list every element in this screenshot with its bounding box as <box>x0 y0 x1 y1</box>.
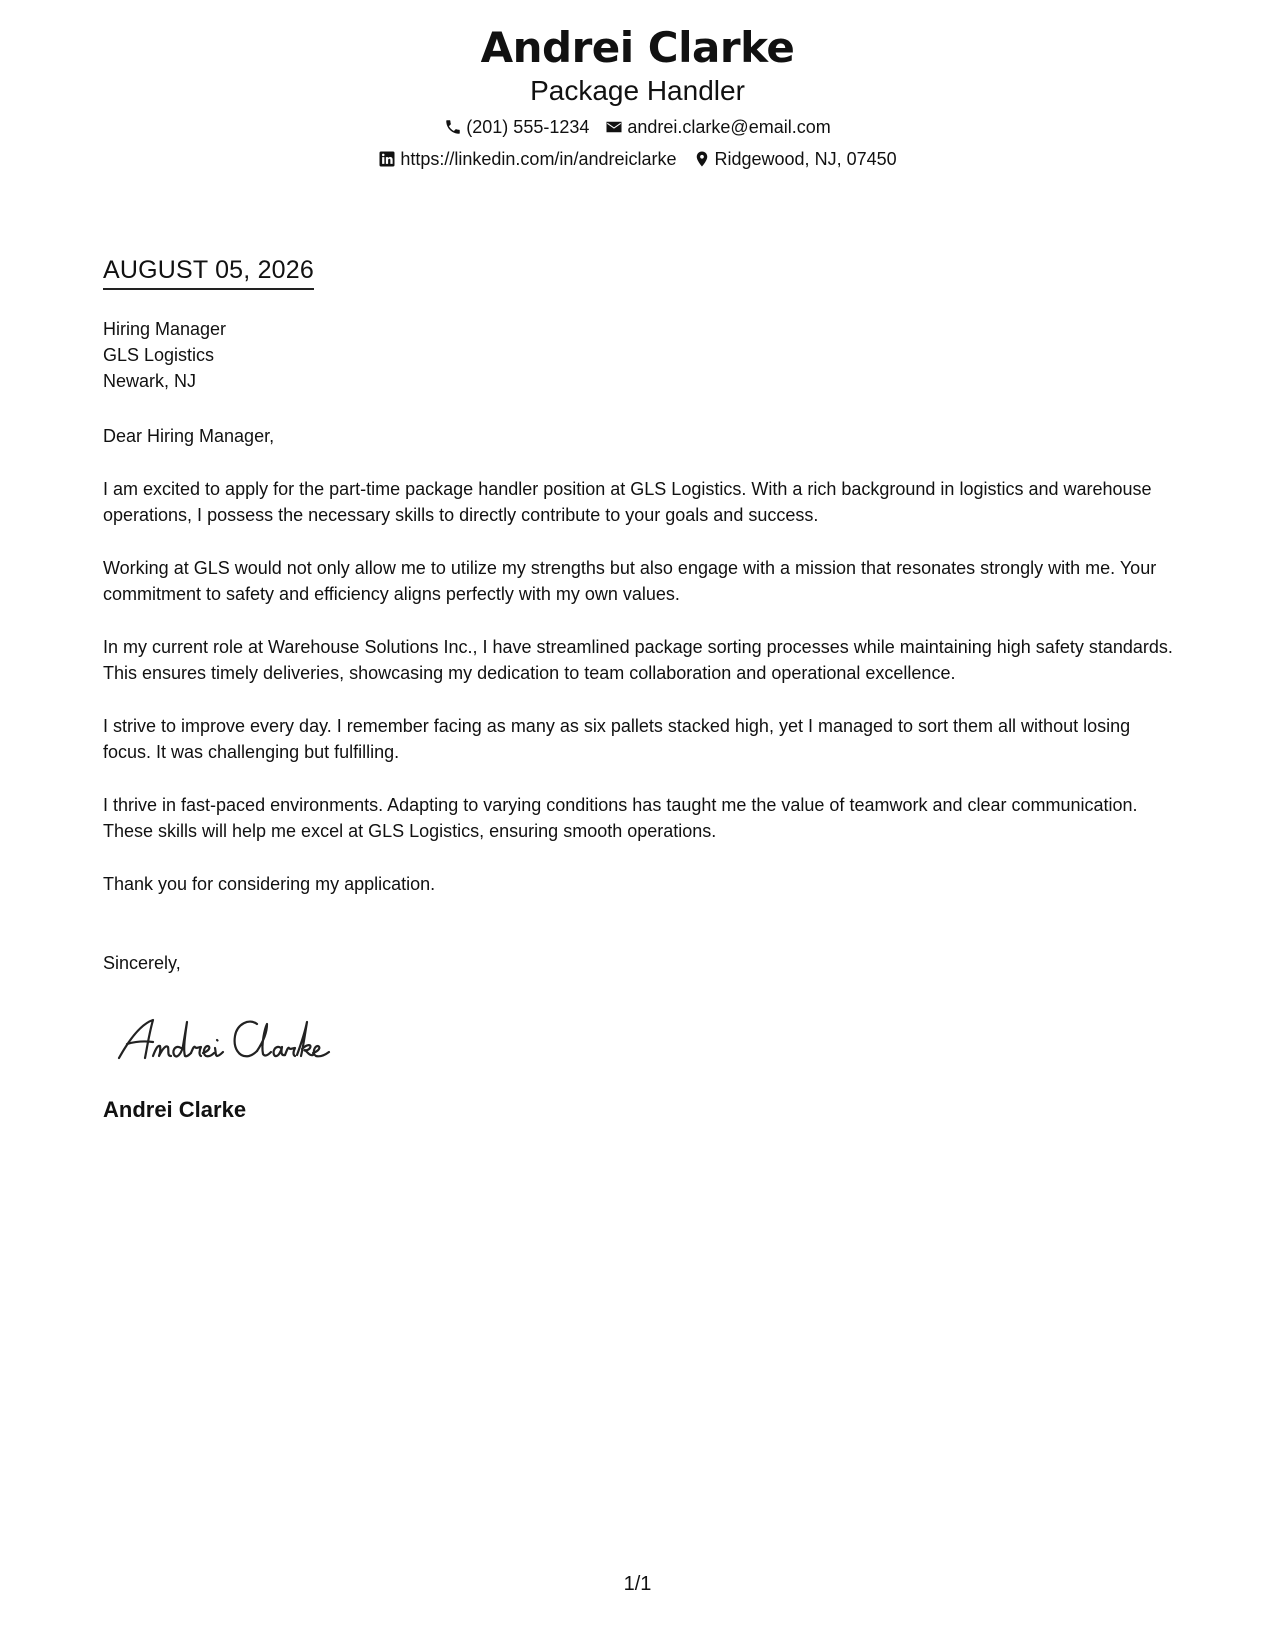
contact-row-secondary <box>0 148 1275 170</box>
recipient-block <box>103 316 1183 394</box>
job-title: Package Handler <box>530 75 745 106</box>
letter-header <box>0 22 1275 170</box>
body-paragraph: In my current role at Warehouse Solutions Inc., I have streamlined package sorting processes while maintaining high safety standards. This ensures timely deliveries, showcasing my dedication to team collaboration and operational excellence. <box>103 637 1173 683</box>
location-contact <box>693 148 897 170</box>
body-paragraph: I thrive in fast-paced environments. Adapting to varying conditions has taught me the value of teamwork and clear communication. These skills will help me excel at GLS Logistics, ensuring smooth operations. <box>103 795 1138 841</box>
body-paragraph: Thank you for considering my application. <box>103 874 436 894</box>
email-address[interactable]: andrei.clarke@email.com <box>627 117 831 137</box>
body-paragraph: I strive to improve every day. I remember facing as many as six pallets stacked high, yet I managed to sort them all without losing focus. It was challenging but fulfilling. <box>103 716 1131 762</box>
body-paragraph: I am excited to apply for the part-time package handler position at GLS Logistics. With a rich background in logistics and warehouse operations, I possess the necessary skills to directly contribute to your goals and success. <box>103 479 1152 525</box>
recipient-line: Hiring Manager <box>103 319 227 339</box>
phone-contact <box>444 116 589 138</box>
closing: Sincerely, <box>103 953 181 973</box>
linkedin-contact <box>378 148 676 170</box>
recipient-line: GLS Logistics <box>103 345 215 365</box>
email-contact <box>605 116 830 138</box>
letter-date: AUGUST 05, 2026 <box>103 254 314 290</box>
contact-row-primary <box>0 116 1275 138</box>
phone-icon <box>444 118 462 136</box>
page-number: 1/1 <box>623 1573 652 1595</box>
greeting: Dear Hiring Manager, <box>103 426 275 446</box>
linkedin-url[interactable]: https://linkedin.com/in/andreiclarke <box>400 149 677 169</box>
signer-name: Andrei Clarke <box>103 1097 247 1122</box>
applicant-name: Andrei Clarke <box>480 23 795 72</box>
body-paragraph: Working at GLS would not only allow me to utilize my strengths but also engage with a mission that resonates strongly with me. Your commitment to safety and efficiency aligns perfectly with my own values. <box>103 558 1157 604</box>
phone-number[interactable]: (201) 555-1234 <box>466 117 590 137</box>
linkedin-icon <box>378 150 396 168</box>
recipient-line: Newark, NJ <box>103 371 197 391</box>
location-text: Ridgewood, NJ, 07450 <box>714 149 897 169</box>
handwritten-signature <box>115 1010 355 1070</box>
map-pin-icon <box>693 150 711 168</box>
envelope-icon <box>605 118 623 136</box>
date-block <box>103 254 314 290</box>
